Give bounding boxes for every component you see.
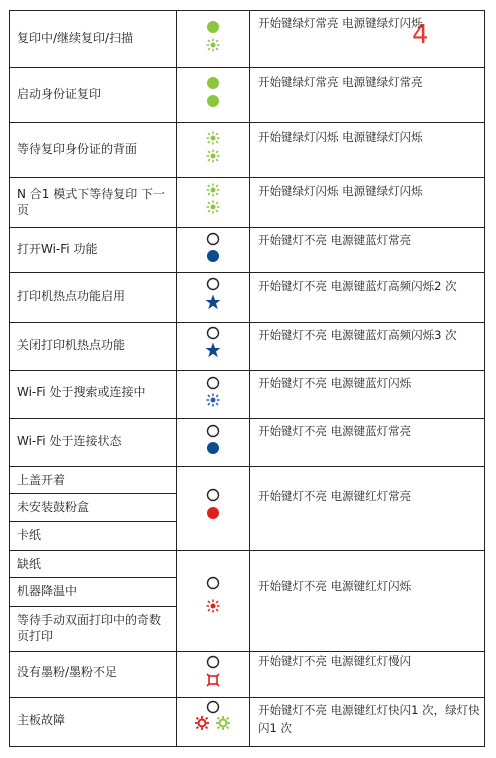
table-border-right [484,10,485,747]
red-solid-led-icon [206,506,220,520]
page-number: 4 [412,20,429,50]
led-off-icon [206,488,220,502]
mode-label: 打开Wi-Fi 功能 [17,242,98,256]
row-divider [9,177,485,178]
row-divider [9,550,485,551]
row-divider [9,227,485,228]
green-solid-led-icon [206,76,220,90]
mode-label: 未安装鼓粉盒 [17,500,90,514]
row-divider [9,10,485,11]
row-divider [9,67,485,68]
mode-label: 启动身份证复印 [17,87,102,101]
led-status-text: 开始键灯不亮 电源键蓝灯高频闪烁3 次 [258,328,457,342]
led-status-text: 开始键灯不亮 电源键红灯闪烁 [258,579,412,593]
led-status-text: 开始键灯不亮 电源键红灯常亮 [258,489,412,503]
mode-label: 上盖开着 [17,473,66,487]
sub-row-divider [9,606,176,607]
green-blink-led-icon [206,38,220,52]
sub-row-divider [9,577,176,578]
blue-solid-led-icon [206,441,220,455]
blue-blink-led-icon [206,393,220,407]
table-border-bottom [9,746,485,747]
column-divider [176,10,177,747]
led-off-icon [206,700,220,714]
led-off-icon [206,424,220,438]
led-off-icon [206,655,220,669]
mode-label: 复印中/继续复印/扫描 [17,31,134,45]
mode-label: N 合1 模式下等待复印 下一页 [17,187,166,217]
blue-solid-led-icon [206,249,220,263]
led-status-text: 开始键灯不亮 电源键蓝灯高频闪烁2 次 [258,279,457,293]
led-status-text: 开始键绿灯闪烁 电源键绿灯闪烁 [258,184,423,198]
green-blink-led-icon [206,149,220,163]
led-status-text: 开始键灯不亮 电源键蓝灯常亮 [258,233,412,247]
mode-label: Wi-Fi 处于搜索或连接中 [17,385,146,399]
led-off-icon [206,576,220,590]
sub-row-divider [9,521,176,522]
mode-label: Wi-Fi 处于连接状态 [17,434,122,448]
mode-label: 打印机热点功能启用 [17,289,126,303]
red-blink-led-icon [206,599,220,613]
green-blink-led-icon [206,200,220,214]
green-fast-blink-led-icon [216,716,230,730]
led-off-icon [206,277,220,291]
row-divider [9,418,485,419]
mode-label: 主板故障 [17,713,66,727]
mode-label: 等待复印身份证的背面 [17,142,138,156]
blue-star-led-icon [205,294,221,310]
column-divider [249,10,250,747]
table-border-left [9,10,10,747]
led-status-text: 开始键绿灯常亮 电源键绿灯常亮 [258,75,423,89]
red-slow-blink-led-icon [206,673,220,687]
led-off-icon [206,326,220,340]
mode-label: 没有墨粉/墨粉不足 [17,665,118,679]
green-blink-led-icon [206,131,220,145]
row-divider [9,697,485,698]
blue-star-led-icon [205,342,221,358]
led-status-text: 开始键绿灯闪烁 电源键绿灯闪烁 [258,130,423,144]
green-blink-led-icon [206,183,220,197]
led-off-icon [206,232,220,246]
green-solid-led-icon [206,94,220,108]
row-divider [9,122,485,123]
row-divider [9,272,485,273]
red-fast-blink-led-icon [195,716,209,730]
led-off-icon [206,376,220,390]
row-divider [9,370,485,371]
mode-label: 缺纸 [17,557,42,571]
row-divider [9,322,485,323]
mode-label: 关闭打印机热点功能 [17,338,126,352]
sub-row-divider [9,493,176,494]
mode-label: 卡纸 [17,528,42,542]
row-divider [9,466,485,467]
mode-label: 机器降温中 [17,584,78,598]
led-status-text: 开始键灯不亮 电源键红灯快闪1 次，绿灯快闪1 次 [258,703,480,735]
led-status-text: 开始键灯不亮 电源键红灯慢闪 [258,654,412,668]
mode-label: 等待手动双面打印中的奇数 页打印 [17,613,162,643]
led-status-text: 开始键灯不亮 电源键蓝灯常亮 [258,424,412,438]
led-status-text: 开始键绿灯常亮 电源键绿灯闪烁 [258,16,423,30]
led-status-text: 开始键灯不亮 电源键蓝灯闪烁 [258,376,412,390]
green-solid-led-icon [206,20,220,34]
